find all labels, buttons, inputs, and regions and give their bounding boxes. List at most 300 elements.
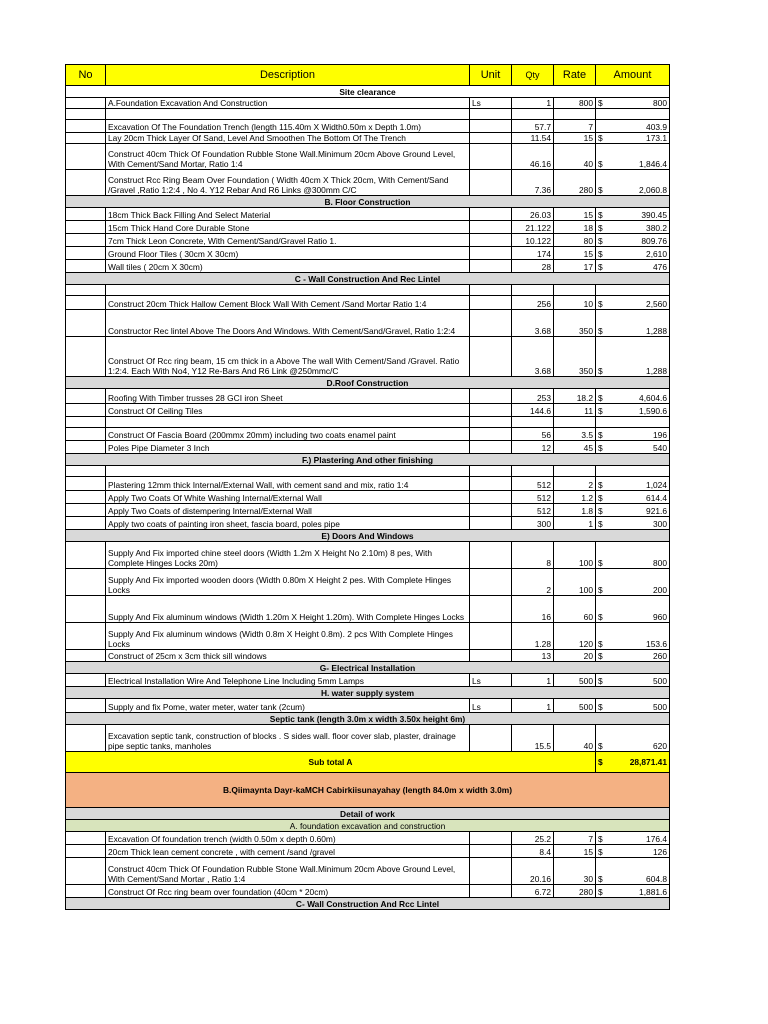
item-description: Excavation Of foundation trench (width 0.50m x depth 0.60m) <box>106 832 470 845</box>
empty-cell <box>610 109 670 120</box>
item-description: Construct Of Rcc ring beam over foundation (40cm * 20cm) <box>106 885 470 898</box>
item-amount: 153.6 <box>610 623 670 650</box>
item-qty: 256 <box>512 296 554 310</box>
item-description: 18cm Thick Back Filling And Select Material <box>106 208 470 221</box>
table-row <box>66 832 670 845</box>
table-row <box>66 133 670 144</box>
item-unit <box>470 260 512 273</box>
table-row <box>66 650 670 662</box>
table-row <box>66 260 670 273</box>
item-no <box>66 389 106 404</box>
table-row <box>66 310 670 337</box>
item-amount: 540 <box>610 441 670 454</box>
empty-cell <box>106 466 470 477</box>
empty-cell <box>610 285 670 296</box>
empty-cell <box>66 285 106 296</box>
table-row <box>66 221 670 234</box>
item-amount: 1,846.4 <box>610 144 670 170</box>
currency-symbol: $ <box>596 650 610 662</box>
item-amount: 4,604.6 <box>610 389 670 404</box>
item-qty: 57.7 <box>512 120 554 133</box>
item-description: 15cm Thick Hand Core Durable Stone <box>106 221 470 234</box>
item-rate: 18.2 <box>554 389 596 404</box>
item-no <box>66 144 106 170</box>
item-unit <box>470 542 512 569</box>
item-qty: 12 <box>512 441 554 454</box>
header-qty: Qty <box>512 65 554 86</box>
section-banner: B.Qiimaynta Dayr-kaMCH Cabirkiisunayahay (length 84.0m x width 3.0m) <box>66 773 670 808</box>
item-description: Construct Of Rcc ring beam, 15 cm thick in a Above The wall With Cement/Sand /Gravel. Ratio 1:2:4. Each With No4, Y12 Re-Bars And R6 Link @250mmc/C <box>106 337 470 377</box>
item-unit <box>470 208 512 221</box>
section-heading: F.) Plastering And other finishing <box>66 454 670 466</box>
blank-row <box>66 417 670 428</box>
header-description: Description <box>106 65 470 86</box>
table-row <box>66 98 670 109</box>
table-row <box>66 517 670 530</box>
item-description: Construct 20cm Thick Hallow Cement Block Wall With Cement /Sand Mortar Ratio 1:4 <box>106 296 470 310</box>
item-amount: 380.2 <box>610 221 670 234</box>
item-unit <box>470 337 512 377</box>
item-description: Electrical Installation Wire And Telephone Line Including 5mm Lamps <box>106 674 470 687</box>
empty-cell <box>554 466 596 477</box>
currency-symbol: $ <box>596 404 610 417</box>
item-unit <box>470 170 512 196</box>
currency-symbol: $ <box>596 428 610 441</box>
item-qty: 3.68 <box>512 310 554 337</box>
item-rate: 15 <box>554 247 596 260</box>
table-row <box>66 699 670 713</box>
table-row <box>66 674 670 687</box>
item-qty: 1.28 <box>512 623 554 650</box>
item-qty: 16 <box>512 596 554 623</box>
currency-symbol: $ <box>596 296 610 310</box>
empty-cell <box>106 417 470 428</box>
item-no <box>66 98 106 109</box>
item-amount: 1,288 <box>610 310 670 337</box>
item-amount: 176.4 <box>610 832 670 845</box>
item-unit <box>470 310 512 337</box>
item-amount: 2,560 <box>610 296 670 310</box>
empty-cell <box>470 109 512 120</box>
item-no <box>66 221 106 234</box>
item-unit <box>470 477 512 491</box>
item-rate: 15 <box>554 208 596 221</box>
currency-symbol: $ <box>596 542 610 569</box>
empty-cell <box>512 285 554 296</box>
section-heading-row <box>66 196 670 208</box>
item-qty: 20.16 <box>512 858 554 885</box>
empty-cell <box>554 109 596 120</box>
item-description: Supply And Fix aluminum windows (Width 1.20m X Height 1.20m). With Complete Hinges Locks <box>106 596 470 623</box>
currency-symbol: $ <box>596 832 610 845</box>
item-description: Poles Pipe Diameter 3 Inch <box>106 441 470 454</box>
item-no <box>66 491 106 504</box>
item-rate: 15 <box>554 133 596 144</box>
item-rate: 17 <box>554 260 596 273</box>
table-row <box>66 477 670 491</box>
item-rate: 60 <box>554 596 596 623</box>
item-amount: 500 <box>610 699 670 713</box>
table-row <box>66 858 670 885</box>
item-qty: 56 <box>512 428 554 441</box>
empty-cell <box>470 417 512 428</box>
item-qty: 1 <box>512 98 554 109</box>
item-unit <box>470 491 512 504</box>
item-rate: 1.8 <box>554 504 596 517</box>
item-rate: 120 <box>554 623 596 650</box>
item-unit <box>470 596 512 623</box>
item-qty: 144.6 <box>512 404 554 417</box>
empty-cell <box>596 417 610 428</box>
item-no <box>66 296 106 310</box>
empty-cell <box>470 466 512 477</box>
item-rate: 45 <box>554 441 596 454</box>
item-qty: 8.4 <box>512 845 554 858</box>
item-qty: 512 <box>512 477 554 491</box>
item-unit: Ls <box>470 674 512 687</box>
item-unit <box>470 845 512 858</box>
item-unit <box>470 569 512 596</box>
item-rate: 280 <box>554 885 596 898</box>
currency-symbol: $ <box>596 752 610 773</box>
empty-cell <box>512 109 554 120</box>
bill-of-quantities-table <box>65 64 670 910</box>
currency-symbol: $ <box>596 310 610 337</box>
section-heading-row <box>66 713 670 725</box>
item-amount: 1,881.6 <box>610 885 670 898</box>
item-qty: 2 <box>512 569 554 596</box>
item-rate: 11 <box>554 404 596 417</box>
item-no <box>66 725 106 752</box>
item-qty: 21.122 <box>512 221 554 234</box>
empty-cell <box>66 417 106 428</box>
table-row <box>66 542 670 569</box>
item-unit <box>470 441 512 454</box>
item-amount: 960 <box>610 596 670 623</box>
currency-symbol: $ <box>596 234 610 247</box>
item-unit <box>470 133 512 144</box>
section-heading-row <box>66 86 670 98</box>
item-rate: 280 <box>554 170 596 196</box>
item-qty: 7.36 <box>512 170 554 196</box>
item-description: Apply two coats of painting iron sheet, fascia board, poles pipe <box>106 517 470 530</box>
item-rate: 7 <box>554 120 596 133</box>
item-amount: 800 <box>610 542 670 569</box>
item-unit <box>470 296 512 310</box>
section-heading-row <box>66 898 670 910</box>
item-qty: 1 <box>512 699 554 713</box>
table-row <box>66 845 670 858</box>
item-rate: 100 <box>554 542 596 569</box>
item-description: Construct 40cm Thick Of Foundation Rubble Stone Wall.Minimum 20cm Above Ground Level, With Cement/Sand Mortar , Ratio 1:4 <box>106 858 470 885</box>
currency-symbol: $ <box>596 885 610 898</box>
table-row <box>66 885 670 898</box>
item-rate: 15 <box>554 845 596 858</box>
item-description: Wall tiles ( 20cm X 30cm) <box>106 260 470 273</box>
item-no <box>66 477 106 491</box>
item-amount: 173.1 <box>610 133 670 144</box>
item-description: Lay 20cm Thick Layer Of Sand, Level And Smoothen The Bottom Of The Trench <box>106 133 470 144</box>
table-row <box>66 296 670 310</box>
header-rate: Rate <box>554 65 596 86</box>
table-row <box>66 234 670 247</box>
section-heading: Detail of work <box>66 808 670 820</box>
currency-symbol: $ <box>596 569 610 596</box>
item-no <box>66 310 106 337</box>
item-rate: 10 <box>554 296 596 310</box>
section-heading-row <box>66 454 670 466</box>
empty-cell <box>106 109 470 120</box>
item-qty: 11.54 <box>512 133 554 144</box>
item-qty: 512 <box>512 504 554 517</box>
item-amount: 604.8 <box>610 858 670 885</box>
currency-symbol: $ <box>596 98 610 109</box>
subtotal-row <box>66 752 670 773</box>
currency-symbol: $ <box>596 504 610 517</box>
empty-cell <box>596 285 610 296</box>
section-heading: D.Roof Construction <box>66 377 670 389</box>
table-row <box>66 725 670 752</box>
item-no <box>66 120 106 133</box>
table-header-row <box>66 65 670 86</box>
item-description: Supply and fix Pome, water meter, water tank (2cum) <box>106 699 470 713</box>
section-heading: E) Doors And Windows <box>66 530 670 542</box>
item-amount: 2,610 <box>610 247 670 260</box>
item-unit <box>470 247 512 260</box>
item-description: Apply Two Coats Of White Washing Internal/External Wall <box>106 491 470 504</box>
item-no <box>66 234 106 247</box>
item-description: Ground Floor Tiles ( 30cm X 30cm) <box>106 247 470 260</box>
table-row <box>66 596 670 623</box>
item-no <box>66 650 106 662</box>
item-description: Construct Rcc Ring Beam Over Foundation ( Width 40cm X Thick 20cm, With Cement/Sand /Gravel ,Ratio 1:2:4 , No 4. Y12 Rebar And R6 Links @300mm C/C <box>106 170 470 196</box>
item-unit <box>470 120 512 133</box>
item-rate: 7 <box>554 832 596 845</box>
item-unit <box>470 517 512 530</box>
section-heading: B. Floor Construction <box>66 196 670 208</box>
item-description: 20cm Thick lean cement concrete , with cement /sand /gravel <box>106 845 470 858</box>
item-unit <box>470 389 512 404</box>
item-rate: 1.2 <box>554 491 596 504</box>
item-unit <box>470 504 512 517</box>
empty-cell <box>106 285 470 296</box>
item-rate: 100 <box>554 569 596 596</box>
table-row <box>66 428 670 441</box>
item-unit <box>470 623 512 650</box>
item-rate: 1 <box>554 517 596 530</box>
item-no <box>66 133 106 144</box>
item-amount: 1,024 <box>610 477 670 491</box>
header-amount: Amount <box>596 65 670 86</box>
section-heading: H. water supply system <box>66 687 670 699</box>
item-qty: 6.72 <box>512 885 554 898</box>
item-no <box>66 260 106 273</box>
item-rate: 500 <box>554 699 596 713</box>
item-rate: 20 <box>554 650 596 662</box>
item-rate: 80 <box>554 234 596 247</box>
blank-row <box>66 109 670 120</box>
section-heading-row <box>66 377 670 389</box>
table-row <box>66 491 670 504</box>
item-amount: 260 <box>610 650 670 662</box>
currency-symbol: $ <box>596 170 610 196</box>
item-unit <box>470 885 512 898</box>
empty-cell <box>610 417 670 428</box>
item-amount: 809.76 <box>610 234 670 247</box>
empty-cell <box>554 417 596 428</box>
empty-cell <box>66 109 106 120</box>
item-description: Plastering 12mm thick Internal/External Wall, with cement sand and mix, ratio 1:4 <box>106 477 470 491</box>
item-no <box>66 247 106 260</box>
currency-symbol: $ <box>596 845 610 858</box>
currency-symbol: $ <box>596 858 610 885</box>
item-no <box>66 832 106 845</box>
section-heading: C- Wall Construction And Rcc Lintel <box>66 898 670 910</box>
item-rate: 800 <box>554 98 596 109</box>
blank-row <box>66 466 670 477</box>
item-amount: 620 <box>610 725 670 752</box>
item-no <box>66 428 106 441</box>
item-amount: 196 <box>610 428 670 441</box>
empty-cell <box>470 285 512 296</box>
section-heading: A. foundation excavation and construction <box>66 820 670 832</box>
item-unit <box>470 234 512 247</box>
item-qty: 8 <box>512 542 554 569</box>
subtotal-amount: 28,871.41 <box>610 752 670 773</box>
section-heading: Site clearance <box>66 86 670 98</box>
item-description: 7cm Thick Leon Concrete, With Cement/Sand/Gravel Ratio 1. <box>106 234 470 247</box>
currency-symbol: $ <box>596 477 610 491</box>
item-rate: 350 <box>554 310 596 337</box>
item-amount: 403.9 <box>610 120 670 133</box>
item-unit <box>470 858 512 885</box>
empty-cell <box>610 466 670 477</box>
currency-symbol: $ <box>596 441 610 454</box>
item-unit <box>470 428 512 441</box>
table-row <box>66 404 670 417</box>
item-description: Supply And Fix imported wooden doors (Width 0.80m X Height 2 pes. With Complete Hinges Locks <box>106 569 470 596</box>
item-rate: 500 <box>554 674 596 687</box>
section-heading: G- Electrical Installation <box>66 662 670 674</box>
table-row <box>66 144 670 170</box>
empty-cell <box>596 109 610 120</box>
currency-symbol: $ <box>596 596 610 623</box>
item-rate: 2 <box>554 477 596 491</box>
item-qty: 10.122 <box>512 234 554 247</box>
item-unit <box>470 650 512 662</box>
table-row <box>66 504 670 517</box>
item-unit <box>470 404 512 417</box>
currency-symbol: $ <box>596 725 610 752</box>
table-row <box>66 337 670 377</box>
item-description: Roofing With Timber trusses 28 GCI iron Sheet <box>106 389 470 404</box>
item-unit: Ls <box>470 699 512 713</box>
empty-cell <box>66 466 106 477</box>
item-rate: 40 <box>554 144 596 170</box>
item-qty: 300 <box>512 517 554 530</box>
item-description: Apply Two Coats of distempering Internal/External Wall <box>106 504 470 517</box>
item-no <box>66 517 106 530</box>
item-amount: 476 <box>610 260 670 273</box>
item-no <box>66 208 106 221</box>
header-no: No <box>66 65 106 86</box>
item-no <box>66 885 106 898</box>
currency-symbol: $ <box>596 133 610 144</box>
subtotal-label: Sub total A <box>66 752 596 773</box>
item-no <box>66 170 106 196</box>
item-amount: 800 <box>610 98 670 109</box>
item-amount: 200 <box>610 569 670 596</box>
currency-symbol: $ <box>596 260 610 273</box>
currency-symbol: $ <box>596 674 610 687</box>
item-unit: Ls <box>470 98 512 109</box>
section-heading: Septic tank (length 3.0m x width 3.50x height 6m) <box>66 713 670 725</box>
currency-symbol: $ <box>596 208 610 221</box>
item-description: Construct of 25cm x 3cm thick sill windows <box>106 650 470 662</box>
item-rate: 30 <box>554 858 596 885</box>
section-heading-row <box>66 820 670 832</box>
item-qty: 174 <box>512 247 554 260</box>
item-qty: 1 <box>512 674 554 687</box>
item-amount: 1,590.6 <box>610 404 670 417</box>
item-no <box>66 542 106 569</box>
item-qty: 46.16 <box>512 144 554 170</box>
section-heading-row <box>66 687 670 699</box>
item-description: Constructor Rec lintel Above The Doors And Windows. With Cement/Sand/Gravel, Ratio 1:2:4 <box>106 310 470 337</box>
item-rate: 40 <box>554 725 596 752</box>
section-heading-row <box>66 808 670 820</box>
table-row <box>66 120 670 133</box>
item-no <box>66 674 106 687</box>
item-no <box>66 858 106 885</box>
item-unit <box>470 832 512 845</box>
item-no <box>66 404 106 417</box>
table-row <box>66 247 670 260</box>
item-description: Construct Of Ceiling Tiles <box>106 404 470 417</box>
empty-cell <box>512 466 554 477</box>
item-qty: 512 <box>512 491 554 504</box>
item-description: Supply And Fix imported chine steel doors (Width 1.2m X Height No 2.10m) 8 pes, With Complete Hinges Locks 20m) <box>106 542 470 569</box>
table-row <box>66 623 670 650</box>
item-description: A.Foundation Excavation And Construction <box>106 98 470 109</box>
item-no <box>66 569 106 596</box>
currency-symbol <box>596 120 610 133</box>
item-qty: 13 <box>512 650 554 662</box>
item-no <box>66 337 106 377</box>
currency-symbol: $ <box>596 247 610 260</box>
item-qty: 28 <box>512 260 554 273</box>
currency-symbol: $ <box>596 517 610 530</box>
currency-symbol: $ <box>596 337 610 377</box>
header-unit: Unit <box>470 65 512 86</box>
item-rate: 350 <box>554 337 596 377</box>
item-description: Construct Of Fascia Board (200mmx 20mm) including two coats enamel paint <box>106 428 470 441</box>
blank-row <box>66 285 670 296</box>
table-row <box>66 441 670 454</box>
empty-cell <box>554 285 596 296</box>
item-no <box>66 441 106 454</box>
item-no <box>66 504 106 517</box>
empty-cell <box>596 466 610 477</box>
item-rate: 3.5 <box>554 428 596 441</box>
item-description: Supply And Fix aluminum windows (Width 0.8m X Height 0.8m). 2 pcs With Complete Hinges Locks <box>106 623 470 650</box>
table-row <box>66 569 670 596</box>
item-qty: 15.5 <box>512 725 554 752</box>
item-description: Construct 40cm Thick Of Foundation Rubble Stone Wall.Minimum 20cm Above Ground Level, With Cement/Sand Mortar, Ratio 1:4 <box>106 144 470 170</box>
currency-symbol: $ <box>596 144 610 170</box>
table-row <box>66 170 670 196</box>
currency-symbol: $ <box>596 491 610 504</box>
